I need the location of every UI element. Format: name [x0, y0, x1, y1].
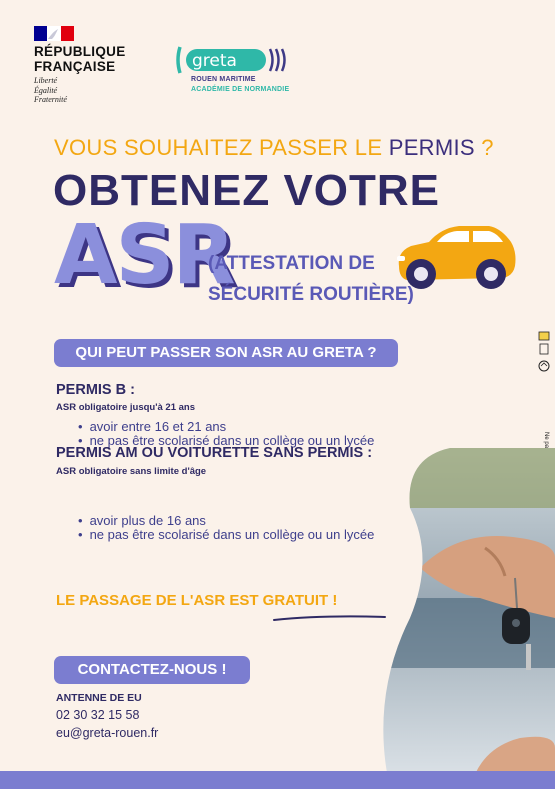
permis-am-title: PERMIS AM OU VOITURETTE SANS PERMIS :	[56, 445, 373, 461]
free-notice: LE PASSAGE DE L'ASR EST GRATUIT !	[56, 592, 338, 609]
recycling-icon	[536, 330, 552, 376]
email-address: eu@greta-rouen.fr	[56, 726, 159, 740]
greta-academy: ACADÉMIE DE NORMANDIE	[191, 86, 290, 93]
antenna-label: ANTENNE DE EU	[56, 692, 142, 704]
main-headline: OBTENEZ VOTRE	[53, 166, 441, 215]
contact-button[interactable]: CONTACTEZ-NOUS !	[54, 656, 250, 684]
permis-b-subtitle: ASR obligatoire jusqu'à 21 ans	[56, 402, 195, 413]
list-item: • ne pas être scolarisé dans un collège ou un lycée	[56, 528, 374, 542]
car-key-photo	[380, 448, 555, 789]
asr-title: ASR	[54, 208, 234, 303]
kicker-text: VOUS SOUHAITEZ PASSER LE PERMIS ?	[54, 135, 494, 160]
permis-am-subtitle: ASR obligatoire sans limite d'âge	[56, 466, 207, 477]
list-item: • avoir entre 16 et 21 ans	[56, 420, 226, 434]
footer-band	[0, 771, 555, 789]
greta-logo	[176, 44, 286, 76]
marianne-logo	[34, 26, 74, 41]
phone-number: 02 30 32 15 58	[56, 708, 140, 722]
permis-b-title: PERMIS B :	[56, 382, 135, 398]
greta-wordmark: greta	[192, 51, 237, 71]
asr-subtitle: (ATTESTATION DE SÉCURITÉ ROUTIÈRE)	[208, 253, 414, 305]
greta-subtitle: ROUEN MARITIME	[191, 76, 256, 83]
list-item: • ne pas être scolarisé dans un collège ou un lycée	[56, 434, 374, 448]
republic-motto: Liberté Égalité Fraternité	[34, 76, 67, 104]
republic-title: RÉPUBLIQUE FRANÇAISE	[34, 44, 126, 74]
underline-stroke	[272, 613, 387, 623]
car-illustration	[393, 220, 519, 296]
eligibility-banner: QUI PEUT PASSER SON ASR AU GRETA ?	[54, 339, 398, 367]
list-item: • avoir plus de 16 ans	[56, 514, 206, 528]
